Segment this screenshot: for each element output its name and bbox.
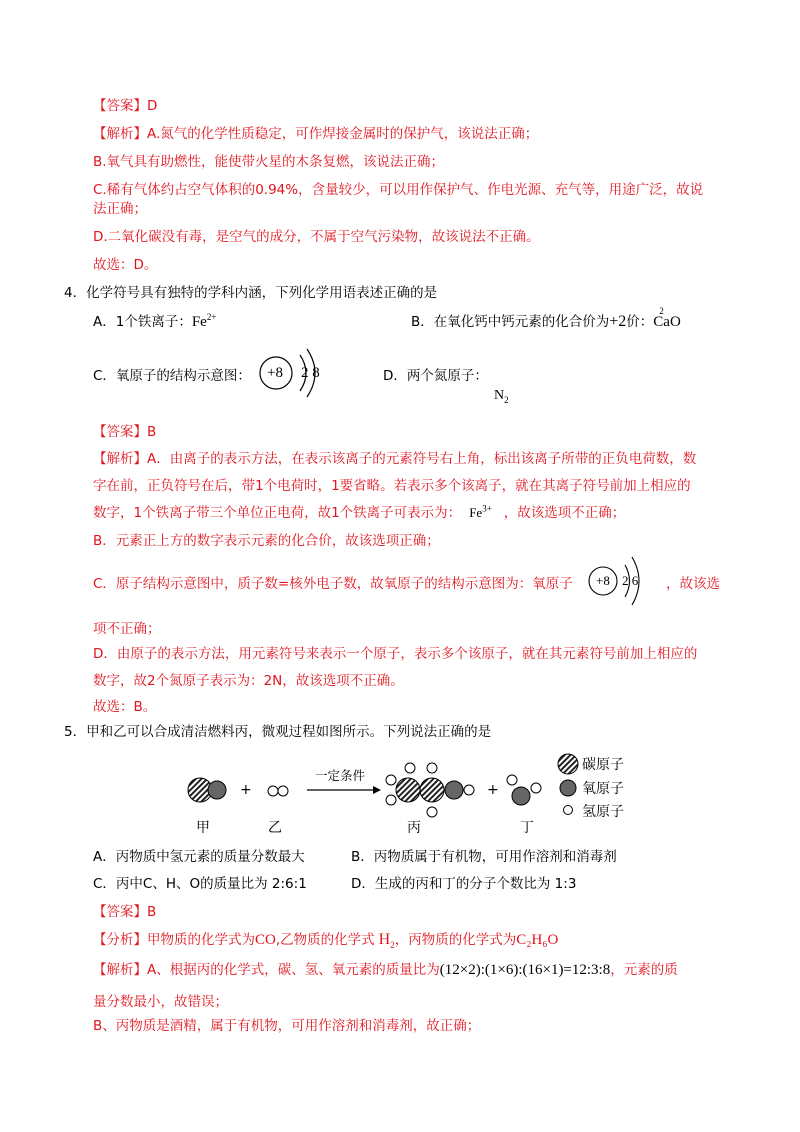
q4-analysis-d1: D．由原子的表示方法，用元素符号来表示一个原子，表示多个该原子，就在其元素符号前加上相应的 <box>93 646 698 662</box>
molecule-water <box>507 775 541 805</box>
formula-fe2plus: $Fe^{2+}$ <box>191 312 217 330</box>
q4-analysis-c1: C．原子结构示意图中，质子数=核外电子数，故氧原子的结构示意图为：氧原子 <box>93 576 573 592</box>
valence-value: +2 <box>609 313 627 330</box>
mass-ratio-expression: (12×2):(1×6):(16×1)=12:3:8 <box>439 962 611 978</box>
q3-analysis-line-5: D.二氧化碳没有毒，是空气的成分，不属于空气污染物，故该说法不正确。 <box>93 229 540 245</box>
analysis-label: 【解析】 <box>93 126 147 142</box>
q4-analysis-a2: 字在前，正负符号在后，带1个电荷时，1要省略。若表示多个该离子，就在其离子符号前加上相应的 <box>93 478 691 494</box>
oxygen-nucleus-label: +8 <box>267 365 283 381</box>
formula-cao: 2 CaO <box>653 306 681 330</box>
q4-analysis-c2: 项不正确； <box>93 621 161 637</box>
q5-analysis-a2: 量分数最小，故错误； <box>93 994 228 1010</box>
q4-answer-line: 【答案】B <box>93 424 157 440</box>
q4-analysis-d2: 数字，故2个氮原子表示为：2N，故该选项不正确。 <box>93 673 404 689</box>
carbon-atom-icon <box>558 754 578 774</box>
q3-analysis-line-1: 【解析】A.氮气的化学性质稳定，可作焊接金属时的保护气，该说法正确； <box>93 126 539 142</box>
answer-value: B <box>147 424 157 440</box>
legend-carbon-label: 碳原子 <box>582 757 624 773</box>
q4-analysis-a1: 【解析】A．由离子的表示方法，在表示该离子的元素符号右上角，标出该离子所带的正负电荷数，数 <box>93 451 697 467</box>
answer-label: 【答案】 <box>93 98 147 114</box>
label-yi: 乙 <box>268 820 282 836</box>
q3-analysis-line-3: C.稀有气体约占空气体积的0.94%，含量较少，可以用作保护气、作电光源、充气等，用途广泛，故说 <box>93 182 704 198</box>
molecule-co <box>188 778 226 802</box>
q5-fenxi-line: 【分析】甲物质的化学式为CO,乙物质的化学式 $H_2$，丙物质的化学式为C₂H₆O <box>93 931 559 951</box>
q4-option-c[interactable]: C．氧原子的结构示意图： <box>93 368 251 384</box>
q5-option-c[interactable]: C．丙中C、H、O的质量比为 2:6:1 <box>93 876 307 892</box>
plus-sign: + <box>240 782 252 798</box>
q3-answer-line <box>93 97 157 115</box>
q4-option-a[interactable]: A．1个铁离子：$Fe^{2+}$ <box>93 312 217 330</box>
q4-conclusion: 故选：B。 <box>93 699 157 715</box>
oxygen-atom-icon <box>560 780 576 796</box>
q4-analysis-c1-end: ，故该选 <box>666 576 720 592</box>
q5-analysis-b: B、丙物质是酒精，属于有机物，可用作溶剂和消毒剂，故正确； <box>93 1018 481 1034</box>
q3-analysis-line-2: B.氧气具有助燃性，能使带火星的木条复燃，该说法正确； <box>93 154 445 170</box>
q4-option-d[interactable]: D．两个氮原子： <box>383 368 488 384</box>
molecule-ethanol <box>386 763 474 817</box>
hydrogen-atom-icon <box>564 806 573 815</box>
formula-n2: $N_2$ <box>494 388 509 405</box>
legend <box>558 754 578 815</box>
oxygen-shell-labels: 2 6 <box>622 573 639 588</box>
q3-analysis-line-4: 法正确； <box>93 201 147 217</box>
q4-option-b[interactable]: B．在氧化钙中钙元素的化合价为+2价： 2 CaO <box>411 306 681 330</box>
legend-oxygen-label: 氧原子 <box>582 781 624 797</box>
q5-option-b[interactable]: B．丙物质属于有机物，可用作溶剂和消毒剂 <box>351 849 617 865</box>
answer-value: D <box>147 98 158 114</box>
label-jia: 甲 <box>196 820 210 836</box>
molecule-h2 <box>268 786 288 796</box>
q4-stem: 4．化学符号具有独特的学科内涵，下列化学用语表述正确的是 <box>64 285 438 301</box>
q3-conclusion: 故选：D。 <box>93 257 158 273</box>
q5-stem: 5．甲和乙可以合成清洁燃料丙，微观过程如图所示。下列说法正确的是 <box>64 724 492 740</box>
q5-option-a[interactable]: A．丙物质中氢元素的质量分数最大 <box>93 849 305 865</box>
condition-label: 一定条件 <box>315 768 366 783</box>
q4-analysis-b: B．元素正上方的数字表示元素的化合价，故该选项正确； <box>93 533 440 549</box>
answer-value: B <box>147 904 157 920</box>
oxygen-shell-labels: 2 8 <box>301 365 320 381</box>
plus-sign: + <box>487 782 499 798</box>
q5-option-d[interactable]: D．生成的丙和丁的分子个数比为 1:3 <box>351 876 577 892</box>
q5-analysis-a1: 【解析】A、根据丙的化学式，碳、氢、氧元素的质量比为(12×2):(1×6):(16×1)=12:3:8，元素的质 <box>93 962 678 978</box>
formula-fe3plus: $Fe^{3+}$ <box>469 503 492 520</box>
label-bing: 丙 <box>407 820 421 836</box>
label-ding: 丁 <box>520 820 534 836</box>
legend-hydrogen-label: 氢原子 <box>582 804 624 820</box>
oxygen-nucleus-label: +8 <box>596 573 610 588</box>
q5-answer-line: 【答案】B <box>93 904 157 920</box>
q4-analysis-a3: 数字，1个铁离子带三个单位正电荷，故1个铁离子可表示为： $Fe^{3+}$ ，故该选项不正确； <box>93 503 626 521</box>
